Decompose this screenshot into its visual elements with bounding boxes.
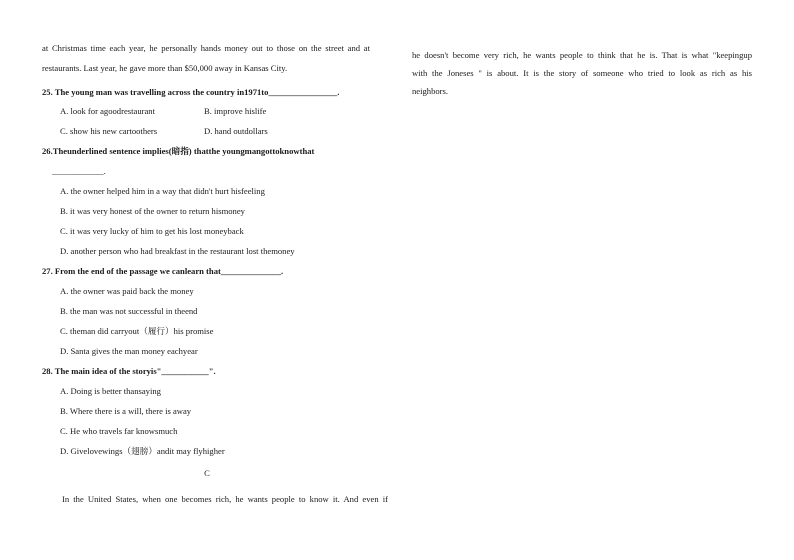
q25-option-b: B. improve hislife xyxy=(204,106,267,116)
right-line-2: with the Joneses " is about. It is the story of someone who tried to look as rich as his xyxy=(412,68,752,78)
q27-option-d: D. Santa gives the man money eachyear xyxy=(60,346,198,356)
right-line-3: neighbors. xyxy=(412,86,449,96)
q25-option-c: C. show his new cartoothers xyxy=(60,126,158,136)
question-28-stem: 28. The main idea of the storyis"___________". xyxy=(42,366,216,376)
q26-option-d: D. another person who had breakfast in the restaurant lost themoney xyxy=(60,246,295,256)
question-26-stem: 26.Theunderlined sentence implies(暗指) thatthe youngmangottoknowthat xyxy=(42,146,315,156)
q28-option-a: A. Doing is better thansaying xyxy=(60,386,161,396)
q28-option-d: D. Givelovewings（翅膀）andit may flyhigher xyxy=(60,446,225,456)
q26-option-a: A. the owner helped him in a way that didn't hurt hisfeeling xyxy=(60,186,265,196)
question-26-blank: ____________. xyxy=(52,166,106,176)
q27-option-c: C. theman did carryout（履行）his promise xyxy=(60,326,214,336)
section-c-heading: C xyxy=(204,468,210,478)
q26-option-c: C. it was very lucky of him to get his lost moneyback xyxy=(60,226,244,236)
right-line-1: he doesn't become very rich, he wants people to think that he is. That is what "keepingup xyxy=(412,50,752,60)
q28-option-b: B. Where there is a will, there is away xyxy=(60,406,192,416)
q27-option-b: B. the man was not successful in theend xyxy=(60,306,198,316)
intro-line-1: at Christmas time each year, he personally hands money out to those on the street and at xyxy=(42,43,370,53)
q26-option-b: B. it was very honest of the owner to return hismoney xyxy=(60,206,245,216)
q25-option-d: D. hand outdollars xyxy=(204,126,268,136)
question-27-stem: 27. From the end of the passage we canlearn that______________. xyxy=(42,266,284,276)
q27-option-a: A. the owner was paid back the money xyxy=(60,286,194,296)
intro-line-2: restaurants. Last year, he gave more than $50,000 away in Kansas City. xyxy=(42,63,288,73)
question-25-stem: 25. The young man was travelling across the country in1971to________________. xyxy=(42,87,340,97)
q28-option-c: C. He who travels far knowsmuch xyxy=(60,426,178,436)
q25-option-a: A. look for agoodrestaurant xyxy=(60,106,155,116)
section-c-line-1: In the United States, when one becomes rich, he wants people to know it. And even if xyxy=(62,494,388,504)
